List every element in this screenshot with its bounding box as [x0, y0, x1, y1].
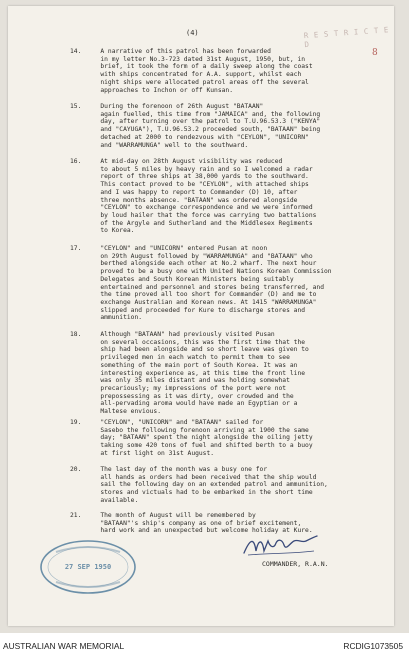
classification-stamp: R E S T R I C T E D: [303, 25, 390, 50]
footer-record-id: RCDIG1073505: [343, 641, 403, 651]
paragraph-18: 18. Although "BATAAN" had previously visited Pusan on several occasions, this was the first time that the ship had been alongside and so short leave was given to privileged men in each watch to permit them to see something of the main port of South Korea. It was an interesting experience as, at this time the front line was only 35 miles distant and was holding somewhat precariously; my impressions of the port were not prepossessing as it was dirty, over crowded and the all-pervading aroma would have made an Egyptian or a Maltese envious.: [70, 331, 309, 416]
paragraph-19: 19. "CEYLON", "UNICORN" and "BATAAN" sailed for Sasebo the following forenoon arriving at 1900 the same day; "BATAAN" spent the night alongside the oiling jetty taking some 420 tons of fuel and shifted berth to a buoy at first light on 31st August.: [70, 419, 313, 457]
paragraph-15: 15. During the forenoon of 26th August "BATAAN" again fuelled, this time from "JAMAICA" and, the following day, after turning over the patrol to T.U.96.53.3 ("KENYA" and "CAYUGA"), T.U.96.53.2 proceeded south, "BATAAN" being detached at 2000 to rendezvous with "CEYLON", "UNICORN" and "WARRAMUNGA" well to the southward.: [70, 103, 321, 149]
paragraph-20: 20. The last day of the month was a busy one for all hands as orders had been received that the ship would sail the following day on an extended patrol and ammunition, stores and victuals had to be embarked in the short time available.: [70, 466, 328, 504]
stamp-date: 27 SEP 1950: [64, 563, 112, 571]
document-page: [8, 6, 394, 626]
paragraph-17: 17. "CEYLON" and "UNICORN" entered Pusan at noon on 29th August followed by "WARRAMUNGA" and "BATAAN" who berthed alongside each other at No.2 wharf. The next hour proved to be a busy one with United Nations Korean Commission Delegates and South Korean Ministers being suitably entertained and personnel and stores being transferred, and the time proved all too short for Commander (D) and me to exchange Australian and Korean news. At 1415 "WARRAMUNGA" slipped and proceeded for Kure to discharge stores and ammunition.: [70, 245, 332, 322]
footer-archive-name: AUSTRALIAN WAR MEMORIAL: [3, 641, 125, 651]
signature-title: COMMANDER, R.A.N.: [262, 560, 329, 568]
paragraph-21: 21. The month of August will be remembered by "BATAAN"'s ship's company as one of brief excitement, hard work and an unexpected but welcome holiday at Kure.: [70, 512, 313, 535]
signature: [240, 533, 320, 559]
paragraph-14: 14. A narrative of this patrol has been forwarded in my letter No.3-723 dated 31st August, 1950, but, in brief, it took the form of a daily sweep along the coast with ships concentrated for A.A. support, whilst each night ships were allocated patrol areas off the several approaches to Inchon or off Kunsan.: [70, 48, 313, 94]
marginal-mark: 8: [372, 48, 378, 58]
page-number: (4): [186, 29, 199, 37]
paragraph-16: 16. At mid-day on 28th August visibility was reduced to about 5 miles by heavy rain and so I welcomed a radar report of three ships at 38,000 yards to the southward. This contact proved to be "CEYLON", with attached ships and I was happy to report to Commander (D) 10, after three months absence. "BATAAN" was ordered alongside "CEYLON" to exchange correspondence and we were informed by loud hailer that the force was carrying two battalions of the Argyle and Sutherland and the Middlesex Regiments to Korea.: [70, 158, 317, 235]
received-date-stamp: [38, 538, 138, 596]
